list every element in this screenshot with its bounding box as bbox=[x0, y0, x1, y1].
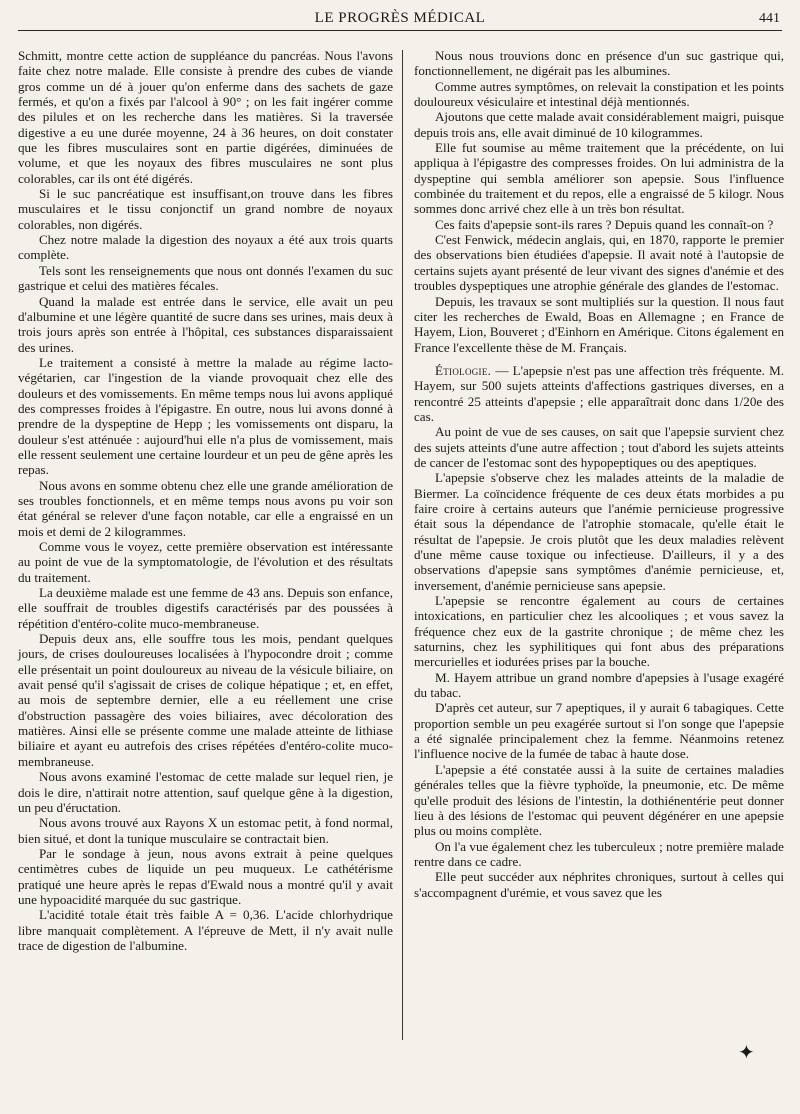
paragraph: L'apepsie a été constatée aussi à la suite de certaines maladies générales telles que la fièvre typhoïde, la pneumonie, etc. De même qu'elle produit des lésions de l'intestin, la dothiénentérie peut donner lieu à des lésions de l'estomac qui peuvent dégénérer en une apepsie plus ou moins complète. bbox=[414, 761, 784, 839]
paragraph: Par le sondage à jeun, nous avons extrait à peine quelques centimètres cubes de liquide un peu muqueux. Le cathétérisme pratiqué une heure après le repas d'Ewald nous a montré qu'il y avait une hypoacidité marquée du suc gastrique. bbox=[18, 845, 393, 907]
paragraph: Nous avons trouvé aux Rayons X un estomac petit, à fond normal, bien situé, et dont la tunique musculaire se contractait bien. bbox=[18, 815, 393, 846]
section-heading-etiologie: Étiologie. bbox=[434, 362, 492, 378]
left-column bbox=[18, 48, 393, 953]
paragraph: Au point de vue de ses causes, on sait que l'apepsie survient chez des sujets atteints d'une autre affection ; tout d'abord les sujets atteints de cancer de l'estomac sont des hypopeptiques ou des apeptiques. bbox=[414, 424, 784, 470]
paragraph: Nous nous trouvions donc en présence d'un suc gastrique qui, fonctionnellement, ne digérait pas les albumines. bbox=[414, 48, 784, 79]
paragraph: Elle peut succéder aux néphrites chroniques, surtout à celles qui s'accompagnent d'urémie, et vous savez que les bbox=[414, 869, 784, 900]
page-number: 441 bbox=[759, 11, 780, 26]
paragraph: Si le suc pancréatique est insuffisant,on trouve dans les fibres musculaires et le tissu conjonctif un grand nombre de noyaux colorables, non digérés. bbox=[18, 186, 393, 232]
paragraph: L'apepsie s'observe chez les malades atteints de la maladie de Biermer. La coïncidence fréquente de ces deux états morbides a pu faire croire à certains auteurs que l'anémie pernicieuse progressive était sous la dépendance de l'atrophie stomacale, qu'elle était le résultat de l'apepsie. Je crois plutôt que les deux maladies relèvent d'une même cause toxique ou infectieuse. D'ailleurs, il y a des observations d'apepsie sans symptômes d'anémie pernicieuse, et, inversement, d'anémie pernicieuse sans apepsie. bbox=[414, 470, 784, 593]
paragraph: C'est Fenwick, médecin anglais, qui, en 1870, rapporte le premier des observations bien étudiées d'apepsie. Il avait noté à l'autopsie de certains sujets ayant présenté de leur vivant des signes d'anémie et des troubles dyspeptiques une atrophie générale des glandes de l'estomac. bbox=[414, 232, 784, 294]
page-header bbox=[18, 8, 782, 31]
section-gap bbox=[414, 355, 784, 363]
paragraph: Elle fut soumise au même traitement que la précédente, on lui appliqua à l'épigastre des compresses froides. On lui administra de la dyspeptine qui sembla améliorer son apepsie. Sous l'influence combinée du traitement et du repos, elle a engraissé de 5 kilogr. Nous sommes donc arrivé chez elle à un très bon résultat. bbox=[414, 140, 784, 217]
paragraph: Ajoutons que cette malade avait considérablement maigri, puisque depuis trois ans, elle avait diminué de 10 kilogrammes. bbox=[414, 109, 784, 140]
paragraph: Comme autres symptômes, on relevait la constipation et les points douloureux vésiculaire et intestinal déjà mentionnés. bbox=[414, 78, 784, 110]
paragraph: Chez notre malade la digestion des noyaux a été aux trois quarts complète. bbox=[18, 232, 393, 263]
paragraph: Comme vous le voyez, cette première observation est intéressante au point de vue de la symptomatologie, de l'évolution et des résultats du traitement. bbox=[18, 539, 393, 585]
right-column bbox=[414, 48, 784, 900]
paragraph: D'après cet auteur, sur 7 apeptiques, il y aurait 6 tabagiques. Cette proportion semble un peu exagérée surtout si l'on songe que l'apepsie a été signalée principalement chez la femme. Néanmoins retenez l'influence nocive de la fumée de tabac à haute dose. bbox=[414, 700, 784, 762]
etiologie-paragraph bbox=[414, 363, 784, 424]
journal-title: LE PROGRÈS MÉDICAL bbox=[314, 10, 486, 26]
paragraph: Depuis deux ans, elle souffre tous les mois, pendant quelques jours, de crises douloureuses localisées à l'hypocondre droit ; comme elle présentait un point douloureux au niveau de la vésicule biliaire, on avait pensé qu'il s'agissait de crises de colique hépatique ; et, en effet, au mois de septembre dernier, elle a eu réellement une crise d'obstruction passagère des voies biliaires, avec décoloration des matières. Ainsi elle se présente comme une malade atteinte de lithiase biliaire et ayant eu autrefois des crises répétées d'entéro-colite muco-membraneuse. bbox=[18, 631, 393, 769]
paragraph: Nous avons examiné l'estomac de cette malade sur lequel rien, je dois le dire, n'attirait notre attention, sauf quelque gêne à la digestion, un peu d'éructation. bbox=[18, 769, 393, 815]
paragraph: On l'a vue également chez les tuberculeux ; notre première malade rentre dans ce cadre. bbox=[414, 838, 784, 869]
paragraph: L'apepsie se rencontre également au cours de certaines intoxications, en particulier chez les alcooliques ; et vous savez la fréquence chez eux de la gastrite chronique ; de même chez les saturnins, chez les syphilitiques qui font abus des préparations mercurielles et iodurées prises par la bouche. bbox=[414, 593, 784, 670]
paragraph: Depuis, les travaux se sont multipliés sur la question. Il nous faut citer les recherches de Ewald, Boas en Allemagne ; en France de Hayem, Lion, Bouveret ; d'Einhorn en Amérique. Citons également en France l'excellente thèse de M. Français. bbox=[414, 293, 784, 355]
column-divider bbox=[402, 50, 403, 1040]
paragraph: Schmitt, montre cette action de suppléance du pancréas. Nous l'avons faite chez notre malade. Elle consiste à prendre des cubes de viande gros comme un dé à jouer qu'on enferme dans des sachets de gaze fermés, et qu'on a fixés par l'alcool à 90° ; on les fait ingérer comme des pilules et on les recherche dans les matières. Si la traversée digestive a eu une durée moyenne, 24 à 36 heures, on doit constater que les fibres musculaires sont en partie digérées, diminuées de volume, et que les noyaux des fibres musculaires ne sont plus colorables, car ils ont été digérés. bbox=[18, 48, 393, 186]
paragraph: Nous avons en somme obtenu chez elle une grande amélioration de ses troubles fonctionnels, et en même temps nous avons pu voir son état général se relever d'une façon notable, car elle a engraissé en un mois et demi de 2 kilogrammes. bbox=[18, 477, 393, 539]
paragraph: Le traitement a consisté à mettre la malade au régime lacto-végétarien, car l'ingestion de la viande provoquait chez elle des douleurs et des vomissements. En même temps nous lui avons appliqué des compresses froides à l'épigastre. En outre, nous lui avons donné à prendre de la dyspeptine de Hepp ; les vomissements ont disparu, la douleur s'est atténuée : aujourd'hui elle n'a plus de vomissement, mais elle ressent seulement une certaine lourdeur et un peu de gêne après les repas. bbox=[18, 354, 393, 478]
paragraph: Quand la malade est entrée dans le service, elle avait un peu d'albumine et une légère quantité de sucre dans ses urines, mais deux à trois jours après son entrée à l'hôpital, ces substances disparaissaient des urines. bbox=[18, 293, 393, 355]
paragraph: M. Hayem attribue un grand nombre d'apepsies à l'usage exagéré du tabac. bbox=[414, 669, 784, 701]
paragraph: L'acidité totale était très faible A = 0,36. L'acide chlorhydrique libre manquait complètement. A l'épreuve de Mett, il n'y avait nulle trace de digestion de l'albumine. bbox=[18, 907, 393, 953]
ornament-icon: ✦ bbox=[738, 1040, 755, 1064]
paragraph: La deuxième malade est une femme de 43 ans. Depuis son enfance, elle souffrait de troubles digestifs caractérisés par des poussées à répétition d'entéro-colite muco-membraneuse. bbox=[18, 585, 393, 631]
paragraph-text: — L'apepsie n'est pas une affection très fréquente. M. Hayem, sur 500 sujets atteints d'affections gastriques diverses, en a rencontré 25 atteints d'apepsie ; elle apparaîtrait donc dans 1/20e des cas. bbox=[414, 362, 785, 424]
paragraph: Tels sont les renseignements que nous ont donnés l'examen du suc gastrique et celui des matières fécales. bbox=[18, 262, 393, 294]
paragraph: Ces faits d'apepsie sont-ils rares ? Depuis quand les connaît-on ? bbox=[434, 216, 774, 232]
